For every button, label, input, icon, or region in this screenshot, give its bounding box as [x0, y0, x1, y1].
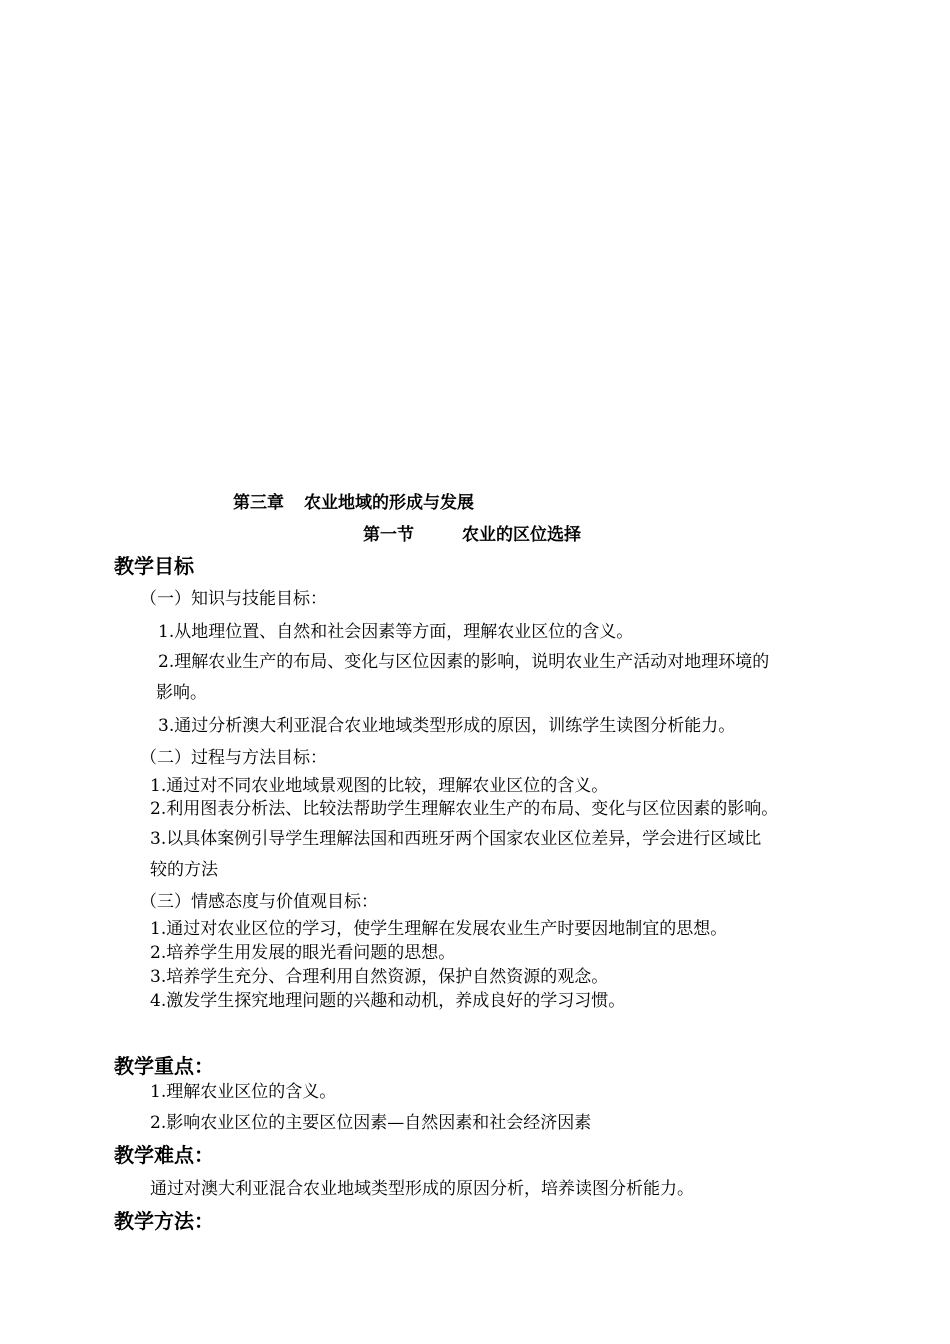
- methods-heading: 教学方法：: [114, 1209, 214, 1233]
- list-item: 1.通过对农业区位的学习，使学生理解在发展农业生产时要因地制宜的思想。: [150, 919, 728, 939]
- list-item: 1.通过对不同农业地域景观图的比较，理解农业区位的含义。: [150, 776, 609, 796]
- list-item: 2.理解农业生产的布局、变化与区位因素的影响，说明农业生产活动对地理环境的: [158, 652, 770, 672]
- list-item: 影响。: [156, 683, 207, 703]
- list-item: 2.影响农业区位的主要区位因素—自然因素和社会经济因素: [150, 1113, 592, 1133]
- objectives-heading: 教学目标: [114, 554, 194, 578]
- list-item: 2.利用图表分析法、比较法帮助学生理解农业生产的布局、变化与区位因素的影响。: [150, 799, 779, 819]
- section-label: 第一节: [363, 525, 414, 545]
- list-item: 3.通过分析澳大利亚混合农业地域类型形成的原因，训练学生读图分析能力。: [158, 716, 736, 736]
- chapter-name: 农业地域的形成与发展: [304, 493, 474, 513]
- chapter-title: [233, 492, 474, 514]
- difficulties-heading: 教学难点：: [114, 1143, 214, 1167]
- list-item: 3.以具体案例引导学生理解法国和西班牙两个国家农业区位差异，学会进行区域比: [150, 829, 762, 849]
- list-item: 较的方法: [150, 860, 218, 880]
- list-item: 2.培养学生用发展的眼光看问题的思想。: [150, 943, 456, 963]
- list-item: 4.激发学生探究地理问题的兴趣和动机，养成良好的学习习惯。: [150, 991, 626, 1011]
- process-heading: （二）过程与方法目标：: [140, 748, 327, 768]
- list-item: 1.理解农业区位的含义。: [150, 1082, 337, 1102]
- section-title: [363, 524, 581, 546]
- section-name: 农业的区位选择: [462, 525, 581, 545]
- knowledge-heading: （一）知识与技能目标：: [140, 589, 327, 609]
- chapter-label: 第三章: [233, 493, 284, 513]
- list-item: 1.从地理位置、自然和社会因素等方面，理解农业区位的含义。: [158, 622, 634, 642]
- emotion-heading: （三）情感态度与价值观目标：: [140, 892, 378, 912]
- difficulties-text: 通过对澳大利亚混合农业地域类型形成的原因分析，培养读图分析能力。: [150, 1179, 694, 1199]
- key-points-heading: 教学重点：: [114, 1054, 214, 1078]
- list-item: 3.培养学生充分、合理利用自然资源，保护自然资源的观念。: [150, 967, 609, 987]
